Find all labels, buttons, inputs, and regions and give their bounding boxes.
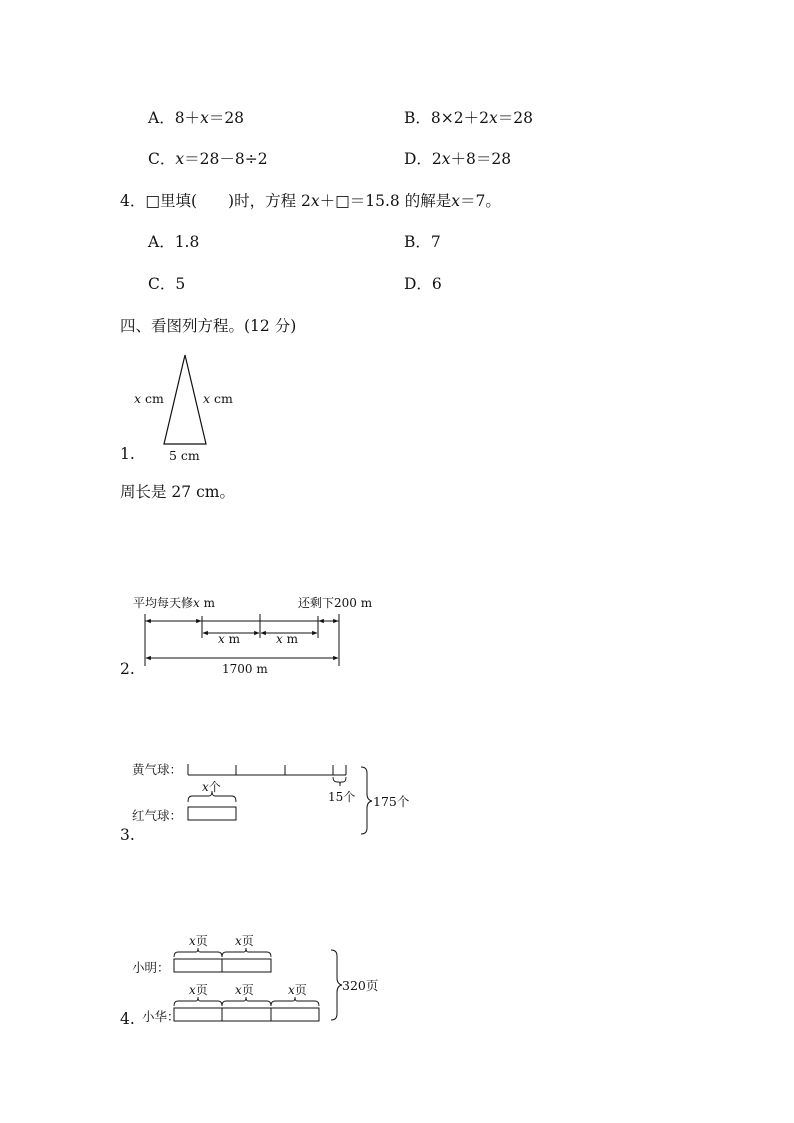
fig1-number: 1. [120,445,135,463]
triangle-figure [120,345,250,470]
balloon-diagram [130,758,420,840]
road-diagram [130,590,390,680]
red-balloon-label: 红气球： [132,808,183,823]
q4-option-d: D．6 [404,275,442,293]
pages-diagram [130,930,390,1025]
q3-option-a: A．8＋x＝28 [148,109,245,127]
fig1-caption: 周长是 27 cm。 [120,483,235,501]
xiaoming-seg-label-2: x页 [235,934,254,948]
triangle-shape [164,355,206,444]
section-heading: 四、看图列方程。(12 分) [120,317,297,335]
xiaohua-seg-label-2: x页 [235,983,254,997]
total-length-label: 1700 m [222,662,268,676]
triangle-right-label: x cm [203,391,233,406]
total-balloon-label: 175个 [373,794,410,809]
fig3-number: 3. [120,826,135,844]
daily-label: 平均每天修x m [133,596,215,610]
x-balloon-label: x个 [202,780,221,794]
segment-label-2: x m [276,632,298,646]
triangle-left-label: x cm [134,391,164,406]
yellow-balloon-label: 黄气球： [132,762,183,777]
segment-label-1: x m [218,632,240,646]
q4-option-c: C．5 [148,275,186,293]
q3-option-d: D．2x＋8＝28 [404,150,512,168]
xiaohua-seg-label-1: x页 [189,983,208,997]
fig4-number: 4. [120,1010,135,1028]
xiaohua-seg-label-3: x页 [288,983,307,997]
q3-option-c: C．x＝28－8÷2 [148,150,268,168]
q4-stem: 4．□里填( )时，方程 2x＋□＝15.8 的解是x＝7。 [120,192,501,210]
xiaoming-seg-label-1: x页 [189,934,208,948]
xiaohua-label: 小华： [142,1009,180,1024]
xiaoming-label: 小明： [132,960,170,975]
total-pages-label: 320页 [342,978,379,993]
q3-option-b: B．8×2＋2x＝28 [404,109,533,127]
fig2-number: 2. [120,660,135,678]
triangle-base-label: 5 cm [169,448,200,463]
q4-option-a: A．1.8 [148,233,200,251]
extra-15-label: 15个 [328,790,356,804]
remaining-label: 还剩下200 m [298,596,373,610]
q4-option-b: B．7 [404,233,441,251]
